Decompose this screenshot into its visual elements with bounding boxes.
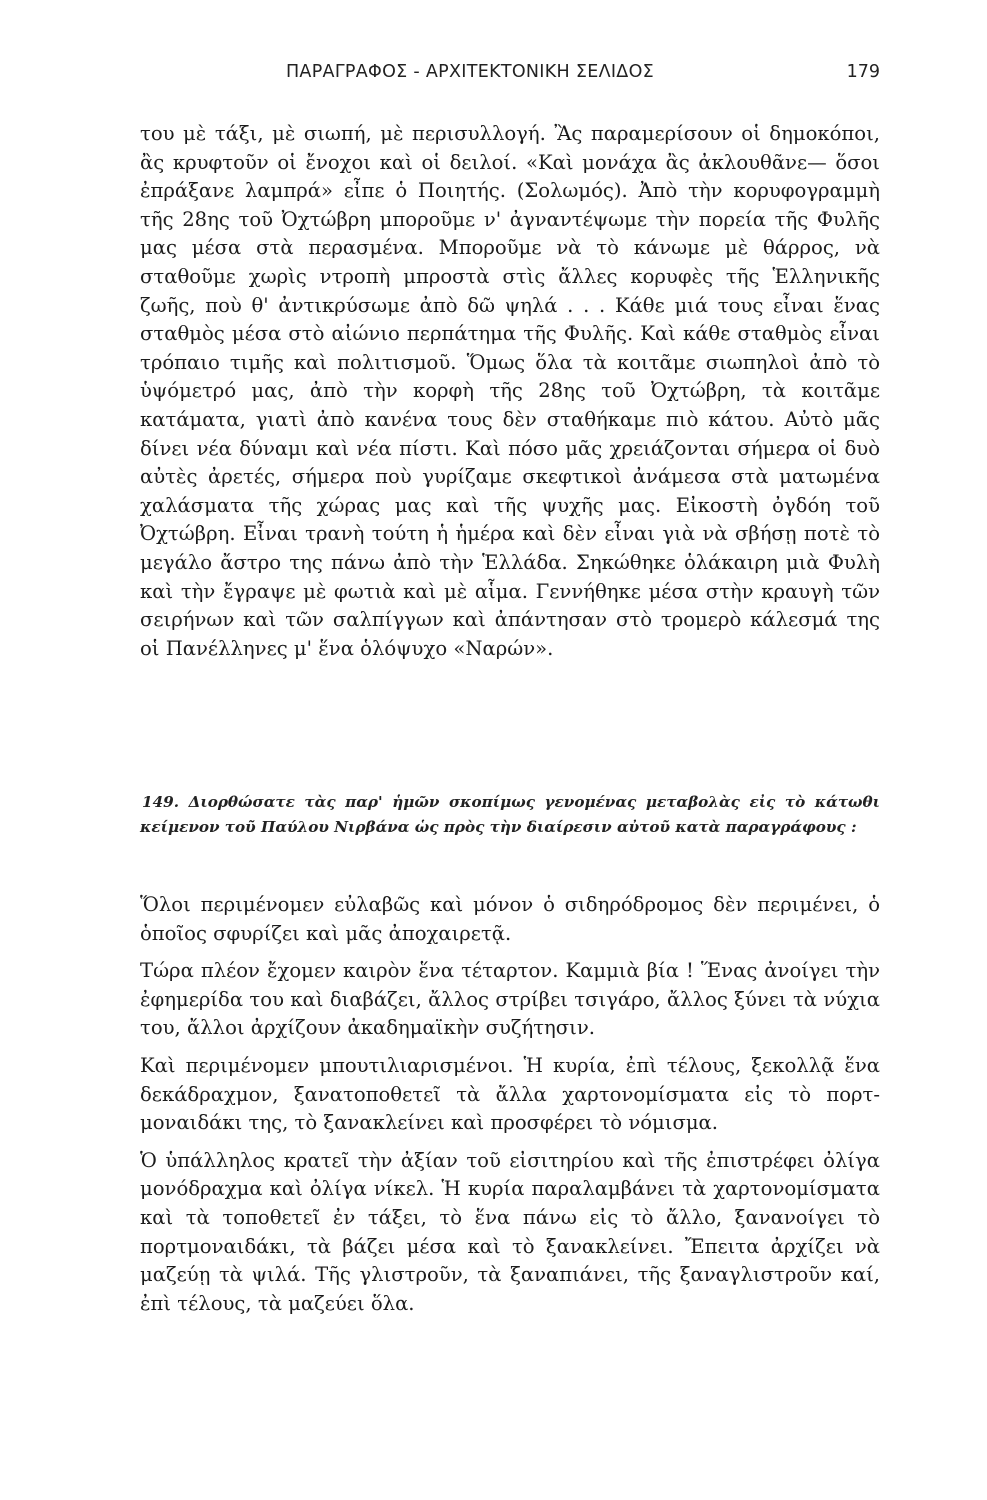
exercise-instruction: Διορθώσατε τὰς παρ' ἡμῶν σκοπίμως γενομένας μεταβολὰς εἰς τὸ κάτωθι κείμενον τοῦ Παύλου Νιρβάνα ὡς πρὸς τὴν διαίρεσιν αὐτοῦ κατὰ παραγράφους : bbox=[140, 793, 880, 836]
passage-two-paragraph: Ὁ ὑπάλληλος κρατεῖ τὴν ἀξίαν τοῦ εἰσιτηρίου καὶ τῆς ἐπιστρέφει ὀλίγα μονόδραχμα καὶ ὀλίγα νίκελ. Ἡ κυρία παραλαμβάνει τὰ χαρτονομίσματα καὶ τὰ τοποθετεῖ ἐν τάξει, τὸ ἕνα πάνω εἰς τὸ ἄλλο, ξανανοίγει τὸ πορτμοναιδάκι, τὰ βάζει μέσα καὶ τὸ ξανακλείνει. Ἔπειτα ἀρχίζει νὰ μαζεύῃ τὰ ψιλά. Τῆς γλιστροῦν, τὰ ξαναπιάνει, τῆς ξαναγλιστροῦν καί, ἐπὶ τέλους, τὰ μαζεύει ὅλα. bbox=[140, 1148, 880, 1315]
passage-two-paragraph: Ὅλοι περιμένομεν εὐλαβῶς καὶ μόνον ὁ σιδηρόδρομος δὲν περιμένει, ὁ ὁποῖος σφυρίζει καὶ μᾶς ἀποχαιρετᾷ. bbox=[140, 893, 880, 945]
exercise-number: 149. bbox=[142, 793, 179, 811]
running-header bbox=[140, 62, 880, 90]
passage-one bbox=[140, 120, 880, 663]
passage-two bbox=[140, 891, 880, 1318]
passage-two-paragraph: Τώρα πλέον ἔχομεν καιρὸν ἕνα τέταρτον. Καμμιὰ βία ! Ἕνας ἀνοίγει τὴν ἐφημερίδα του καὶ διαβάζει, ἄλλος στρίβει τσιγάρο, ἄλλος ξύνει τὰ νύχια του, ἄλλοι ἀρχίζουν ἀκαδημαϊκὴν συζήτησιν. bbox=[140, 959, 880, 1040]
passage-two-paragraph: Καὶ περιμένομεν μπουτιλιαρισμένοι. Ἡ κυρία, ἐπὶ τέλους, ξεκολλᾷ ἕνα δεκάδραχμον, ξανατοποθετεῖ τὰ ἄλλα χαρτονομίσματα εἰς τὸ πορτμοναιδάκι της, τὸ ξανακλείνει καὶ προσφέρει τὸ νόμισμα. bbox=[140, 1053, 880, 1135]
passage-one-paragraph: του μὲ τάξι, μὲ σιωπή, μὲ περισυλλογή. Ἂς παραμερίσουν οἱ δημοκόποι, ἂς κρυφτοῦν οἱ ἔνοχοι καὶ οἱ δειλοί. «Καὶ μονάχα ἂς ἀκλουθᾶνε— ὅσοι ἐπράξανε λαμπρά» εἶπε ὁ Ποιητής. (Σολωμός). Ἀπὸ τὴν κορυφογραμμὴ τῆς 28ης τοῦ Ὀχτώβρη μποροῦμε ν' ἀγναντέψωμε τὴν πορεία τῆς Φυλῆς μας μέσα στὰ περασμένα. Μποροῦμε νὰ τὸ κάνωμε μὲ θάρρος, νὰ σταθοῦμε χωρὶς ντροπὴ μπροστὰ στὶς ἄλλες κορυφὲς τῆς Ἑλληνικῆς ζωῆς, ποὺ θ' ἀντικρύσωμε ἀπὸ δῶ ψηλά . . . Κάθε μιά τους εἶναι ἕνας σταθμὸς μέσα στὸ αἰώνιο περπάτημα τῆς Φυλῆς. Καὶ κάθε σταθμὸς εἶναι τρόπαιο τιμῆς καὶ πολιτισμοῦ. Ὅμως ὅλα τὰ κοιτᾶμε σιωπηλοὶ ἀπὸ τὸ ὑψόμετρό μας, ἀπὸ τὴν κορφὴ τῆς 28ης τοῦ Ὀχτώβρη, τὰ κοιτᾶμε κατάματα, γιατὶ ἀπὸ κανένα τους δὲν σταθήκαμε πιὸ κάτου. Αὐτὸ μᾶς δίνει νέα δύναμι καὶ νέα πίστι. Καὶ πόσο μᾶς χρειάζονται σήμερα οἱ δυὸ αὐτὲς ἀρετές, σήμερα ποὺ γυρίζαμε σκεφτικοὶ ἀνάμεσα στὰ ματωμένα χαλάσματα τῆς χώρας μας καὶ τῆς ψυχῆς μας. Εἰκοστὴ ὀγδόη τοῦ Ὀχτώβρη. Εἶναι τρανὴ τούτη ἡ ἡμέρα καὶ δὲν εἶναι γιὰ νὰ σβήσῃ ποτὲ τὸ μεγάλο ἄστρο της πάνω ἀπὸ τὴν Ἑλλάδα. Σηκώθηκε ὁλάκαιρη μιὰ Φυλὴ καὶ τὴν ἔγραψε μὲ φωτιὰ καὶ μὲ αἷμα. Γεννήθηκε μέσα στὴν κραυγὴ τῶν σειρήνων καὶ τῶν σαλπίγγων καὶ ἀπάντησαν στὸ τρομερὸ κάλεσμά της οἱ Πανέλληνες μ' ἕνα ὁλόψυχο «Ναρών». bbox=[140, 122, 880, 660]
running-title: ΠΑΡΑΓΡΑΦΟΣ - ΑΡΧΙΤΕΚΤΟΝΙΚΗ ΣΕΛΙΔΟΣ bbox=[285, 62, 655, 82]
exercise-heading bbox=[140, 790, 880, 840]
page-number: 179 bbox=[846, 62, 880, 82]
